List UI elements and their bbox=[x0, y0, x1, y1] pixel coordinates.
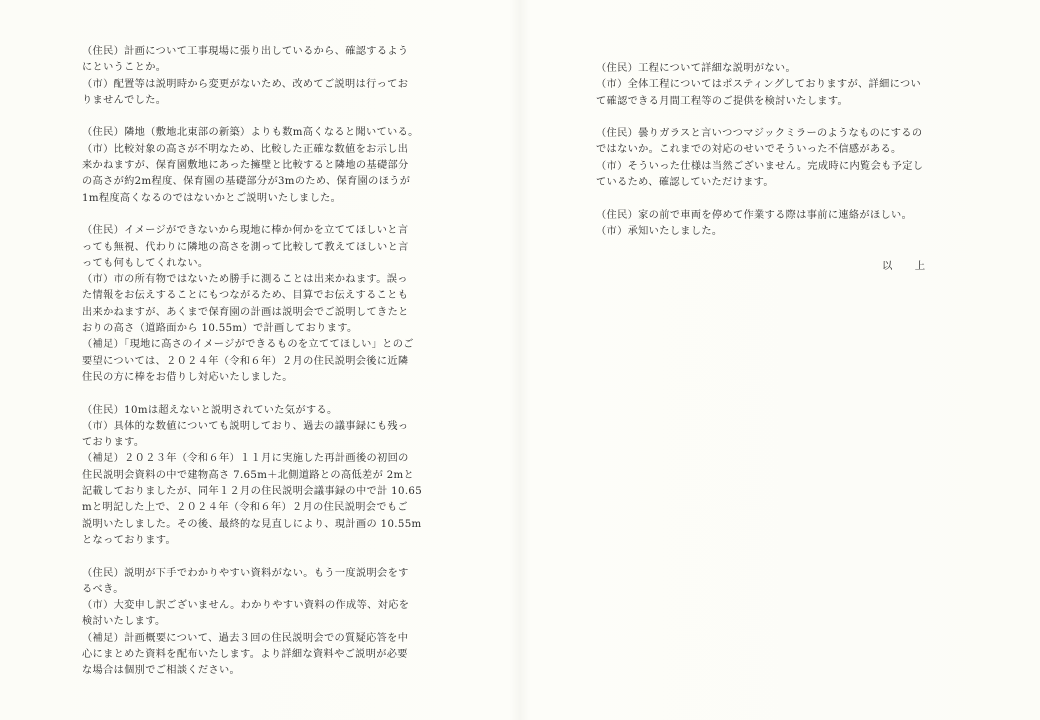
qa-block bbox=[596, 61, 936, 110]
qa-block bbox=[82, 125, 442, 206]
text-line: （市）全体工程についてはポスティングしておりますが、詳細につい bbox=[596, 79, 922, 91]
text-line: っても何もしてくれない。 bbox=[82, 257, 209, 269]
text-line: （住民）10mは超えないと説明されていた気がする。 bbox=[82, 404, 338, 416]
text-line: 心にまとめた資料を配布いたします。より詳細な資料やご説明が必要 bbox=[82, 648, 408, 660]
left-text-column bbox=[82, 44, 442, 696]
text-line: 説明いたしました。その後、最終的な見直しにより、現計画の 10.55m bbox=[82, 518, 422, 530]
text-line: るべき。 bbox=[82, 583, 124, 595]
text-line: ているため、確認していただけます。 bbox=[596, 177, 774, 189]
text-line: 記載しておりましたが、同年１２月の住民説明会議事録の中で計 10.65 bbox=[82, 486, 423, 498]
text-line: 要望については、２０２４年（令和６年）２月の住民説明会後に近隣 bbox=[82, 355, 409, 367]
qa-block bbox=[596, 208, 936, 241]
text-line: 1m程度高くなるのではないかとご説明いたしました。 bbox=[82, 192, 342, 204]
text-line: （住民）隣地（敷地北東部の新築）よりも数m高くなると聞いている。 bbox=[82, 127, 419, 139]
text-line: （市）比較対象の高さが不明なため、比較した正確な数値をお示し出 bbox=[82, 143, 409, 155]
text-line: （市）配置等は説明時から変更がないため、改めてご説明は行ってお bbox=[82, 78, 409, 90]
text-line: mと明記した上で、２０２４年（令和６年）２月の住民説明会でもご bbox=[82, 502, 408, 514]
text-line: 住民説明会資料の中で建物高さ 7.65m＋北側道路との高低差が 2mと bbox=[82, 469, 415, 481]
text-line: （市）そういった仕様は当然ございません。完成時に内覧会も予定し bbox=[596, 160, 924, 172]
qa-block bbox=[596, 126, 936, 191]
text-line: 検討いたします。 bbox=[82, 616, 166, 628]
text-line: ております。 bbox=[82, 437, 145, 449]
text-line: っても無視、代わりに隣地の高さを測って比較して教えてほしいと言 bbox=[82, 241, 409, 253]
text-line: （住民）イメージができないから現地に棒か何かを立ててほしいと言 bbox=[82, 225, 409, 237]
text-line: （住民）工程について詳細な説明がない。 bbox=[596, 63, 797, 74]
text-line: （補足）計画概要について、過去３回の住民説明会での質疑応答を中 bbox=[82, 632, 409, 644]
text-line: にということか。 bbox=[82, 62, 167, 74]
text-line: （市）具体的な数値についても説明しており、過去の議事録にも残っ bbox=[82, 420, 409, 432]
text-line: （補足）「現地に高さのイメージができるものを立ててほしい」とのご bbox=[82, 339, 414, 351]
qa-block bbox=[82, 223, 442, 386]
text-line: （市）市の所有物ではないため勝手に測ることは出来かねます。誤っ bbox=[82, 274, 408, 286]
text-line: となっております。 bbox=[82, 534, 177, 546]
text-line: た情報をお伝えすることにもつながるため、目算でお伝えすることも bbox=[82, 290, 409, 302]
text-line: ではないか。これまでの対応のせいでそういった不信感がある。 bbox=[596, 144, 902, 156]
text-line: （住民）説明が下手でわかりやすい資料がない。もう一度説明会をす bbox=[82, 567, 409, 579]
text-line: おりの高さ（道路面から 10.55m）で計画しております。 bbox=[82, 323, 358, 335]
text-line: りませんでした。 bbox=[82, 94, 167, 106]
text-line: 出来かねますが、あくまで保育園の計画は説明会でご説明してきたと bbox=[82, 306, 409, 318]
closing-remark: 以 上 bbox=[882, 260, 932, 272]
text-line: （住民）曇りガラスと言いつつマジックミラーのようなものにするの bbox=[596, 128, 923, 140]
text-line: （補足）２０２３年（令和６年）１１月に実施した再計画後の初回の bbox=[82, 453, 409, 465]
qa-block bbox=[82, 403, 442, 550]
text-line: （市）承知いたしました。 bbox=[596, 225, 723, 237]
text-line: の高さが約2m程度、保育園の基礎部分が3mのため、保育園のほうが bbox=[82, 176, 411, 188]
text-line: 来かねますが、保育園敷地にあった擁壁と比較すると隣地の基礎部分 bbox=[82, 160, 409, 172]
text-line: （市）大変申し訳ございません。わかりやすい資料の作成等、対応を bbox=[82, 600, 410, 612]
text-line: て確認できる月間工程等のご提供を検討いたします。 bbox=[596, 95, 849, 107]
text-line: な場合は個別でご相談ください。 bbox=[82, 665, 241, 677]
qa-block bbox=[82, 566, 442, 680]
text-line: 住民の方に棒をお借りし対応いたしました。 bbox=[82, 371, 293, 383]
right-text-column bbox=[596, 61, 936, 257]
text-line: （住民）計画について工事現場に張り出しているから、確認するよう bbox=[82, 46, 409, 57]
text-line: （住民）家の前で車両を停めて作業する際は事前に連絡がほしい。 bbox=[596, 209, 913, 221]
qa-block bbox=[82, 44, 442, 109]
